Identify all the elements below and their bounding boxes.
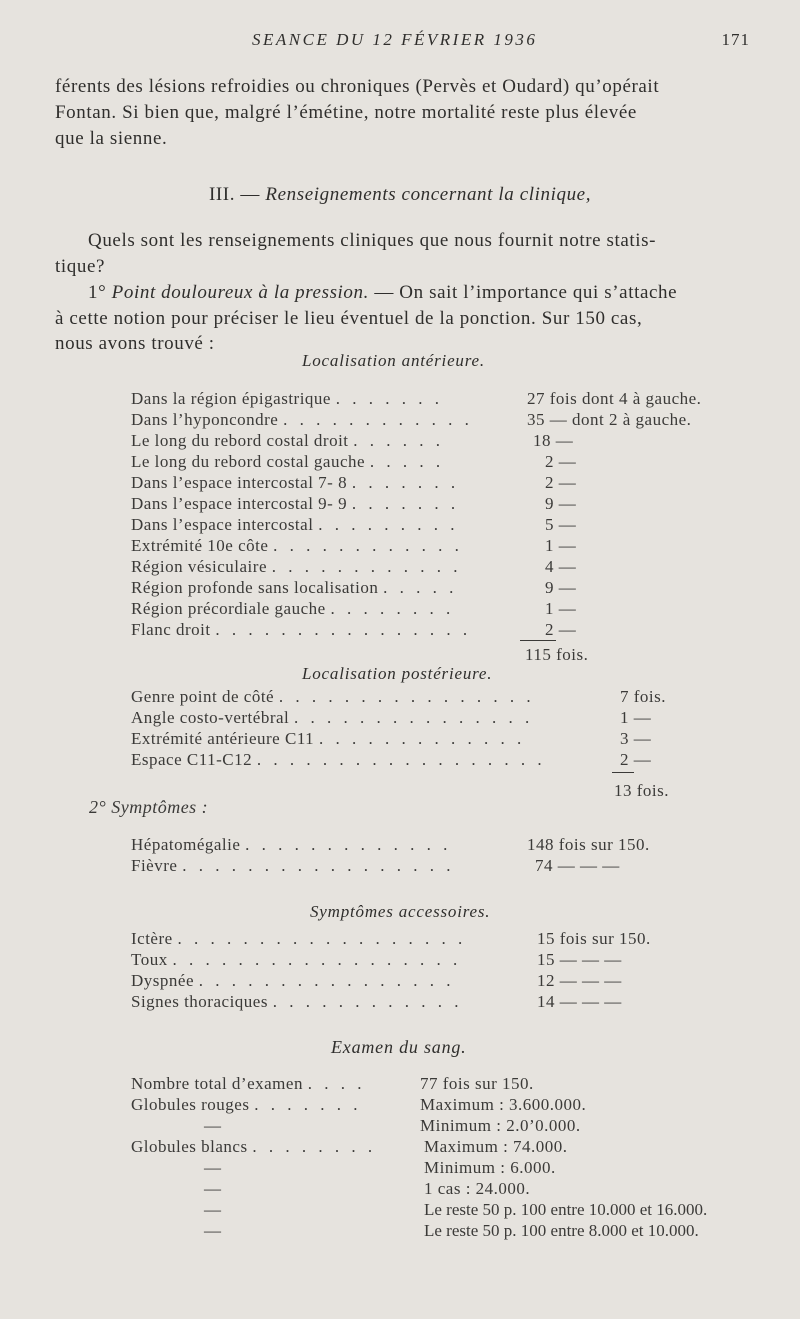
row-value: 2 — — [545, 620, 577, 639]
row-value: 14 — — — — [537, 992, 622, 1011]
table-row — [131, 389, 443, 409]
table-row — [131, 578, 457, 598]
row-label: — — [204, 1179, 222, 1198]
point-2-heading — [89, 797, 208, 818]
table-row — [131, 494, 459, 514]
row-value: 1 — — [620, 708, 652, 727]
table-row — [131, 729, 525, 749]
row-label: — — [204, 1200, 222, 1219]
row-label: — — [204, 1158, 222, 1177]
row-dots: . . . . . . . . . . . . . — [318, 729, 526, 748]
row-label: Hépatomégalie — [131, 835, 241, 854]
row-value: 9 — — [545, 494, 577, 513]
row-value: Le reste 50 p. 100 entre 10.000 et 16.000. — [424, 1200, 708, 1219]
row-dots: . . . . . . . . . . . . — [272, 992, 463, 1011]
table-row — [131, 929, 466, 949]
table-row — [131, 750, 546, 770]
row-label: Dans l’hyponcondre — [131, 410, 279, 429]
question-line-2: tique? — [55, 256, 106, 277]
row-value: Minimum : 2.0’0.000. — [420, 1116, 581, 1135]
table-row — [131, 452, 444, 472]
row-label: Toux — [131, 950, 168, 969]
row-value: 1 — — [545, 536, 577, 555]
row-dots: . . . . . . . . . . . . . — [245, 835, 452, 854]
table-row — [131, 835, 451, 855]
row-dots: . . . . . . . . . . . . . . . . . — [182, 856, 455, 875]
row-dots: . . . . . . — [353, 431, 445, 450]
row-label: Flanc droit — [131, 620, 211, 639]
blood-heading: Examen du sang. — [331, 1037, 467, 1057]
point-1-number: 1° — [88, 282, 107, 303]
row-label: Globules blancs — [131, 1137, 248, 1156]
row-dots: . . . . . . . . . . . . . . . . — [198, 971, 455, 990]
sum-rule — [612, 772, 634, 773]
row-value: 27 fois dont 4 à gauche. — [527, 389, 702, 408]
table-row — [131, 515, 458, 535]
question-line-1: Quels sont les renseignements cliniques que nous fournit notre statis- — [88, 230, 657, 251]
row-label: Dans l’espace intercostal 7- 8 — [131, 473, 348, 492]
row-value: 15 fois sur 150. — [537, 929, 651, 948]
row-dots: . . . . . . . . — [252, 1137, 377, 1156]
row-dots: . . . . . . . — [351, 473, 460, 492]
table-row — [131, 620, 471, 640]
accessory-heading: Symptômes accessoires. — [310, 902, 491, 921]
row-label: Dans l’espace intercostal 9- 9 — [131, 494, 348, 513]
point-1-line-3: nous avons trouvé : — [55, 333, 215, 354]
row-label: Région vésiculaire — [131, 557, 267, 576]
row-dots: . . . . . . . — [351, 494, 460, 513]
row-dots: . . . . . . . . . . . . — [273, 536, 463, 555]
page-number: 171 — [721, 30, 750, 49]
row-dots: . . . . — [307, 1074, 366, 1093]
row-value: Maximum : 3.600.000. — [420, 1095, 587, 1114]
section-number: III. — — [208, 184, 261, 205]
row-dots: . . . . . . . . — [330, 599, 455, 618]
row-label: Globules rouges — [131, 1095, 250, 1114]
row-dots: . . . . . . . . . . . . . . . . . . — [177, 929, 467, 948]
row-label: — — [204, 1221, 222, 1240]
row-label: Ictère — [131, 929, 173, 948]
posterior-heading: Localisation postérieure. — [302, 664, 493, 683]
row-label: Région profonde sans localisation — [131, 578, 379, 597]
table-row — [131, 1074, 365, 1094]
row-value: 4 — — [545, 557, 577, 576]
row-value: 2 — — [620, 750, 652, 769]
row-label: Dans l’espace intercostal — [131, 515, 314, 534]
row-dots: . . . . . . . . . . . . . . . . — [215, 620, 472, 639]
row-label: Région précordiale gauche — [131, 599, 326, 618]
row-label: Nombre total d’examen — [131, 1074, 303, 1093]
point-1-line-2: à cette notion pour préciser le lieu éventuel de la ponction. Sur 150 cas, — [55, 308, 643, 329]
section-title: Renseignements concernant la clinique, — [265, 184, 592, 205]
row-value: 148 fois sur 150. — [527, 835, 650, 854]
row-value: 1 — — [545, 599, 577, 618]
table-row — [131, 1137, 376, 1157]
row-label: Signes thoraciques — [131, 992, 268, 1011]
table-row — [131, 557, 462, 577]
table-row — [131, 431, 444, 451]
row-value: 3 — — [620, 729, 652, 748]
row-dots: . . . . . . . . . . . . — [271, 557, 462, 576]
table-row — [131, 856, 454, 876]
intro-line-2: Fontan. Si bien que, malgré l’émétine, notre mortalité reste plus élevée — [55, 102, 637, 123]
row-value: 1 cas : 24.000. — [424, 1179, 531, 1198]
point-2-number: 2° — [89, 797, 107, 817]
row-label: Extrémité antérieure C11 — [131, 729, 315, 748]
anterior-heading: Localisation antérieure. — [302, 351, 485, 370]
table-row — [131, 410, 473, 430]
row-dots: . . . . . . . — [335, 389, 443, 408]
posterior-total: 13 fois. — [614, 781, 669, 800]
row-value: 18 — — [533, 431, 574, 450]
row-value: 9 — — [545, 578, 577, 597]
row-value: Le reste 50 p. 100 entre 8.000 et 10.000. — [424, 1221, 699, 1240]
table-row — [131, 536, 463, 556]
row-value: 74 — — — — [535, 856, 620, 875]
row-dots: . . . . . . . . . . . . — [283, 410, 473, 429]
table-row — [131, 992, 462, 1012]
row-label: Dans la région épigastrique — [131, 389, 331, 408]
row-label: Fièvre — [131, 856, 178, 875]
table-row — [131, 473, 459, 493]
table-row — [131, 708, 533, 728]
intro-line-3: que la sienne. — [55, 128, 168, 149]
row-value: 15 — — — — [537, 950, 622, 969]
running-header-title: SEANCE DU 12 FÉVRIER 1936 — [252, 30, 538, 49]
point-1-title: Point douloureux à la pression. — [111, 282, 369, 303]
row-label: Genre point de côté — [131, 687, 275, 706]
point-1-line — [88, 282, 677, 304]
row-value: 2 — — [545, 452, 577, 471]
row-label: Espace C11-C12 — [131, 750, 253, 769]
row-dots: . . . . . . . — [254, 1095, 362, 1114]
row-value: 5 — — [545, 515, 577, 534]
point-2-title: Symptômes : — [111, 797, 209, 817]
row-label: Le long du rebord costal droit — [131, 431, 349, 450]
row-label: Le long du rebord costal gauche — [131, 452, 366, 471]
row-dots: . . . . . — [383, 578, 458, 597]
table-row — [131, 1095, 361, 1115]
row-value: 12 — — — — [537, 971, 622, 990]
row-value: 7 fois. — [620, 687, 666, 706]
row-label: — — [204, 1116, 222, 1135]
row-value: 77 fois sur 150. — [420, 1074, 534, 1093]
row-label: Extrémité 10e côte — [131, 536, 269, 555]
row-value: Minimum : 6.000. — [424, 1158, 556, 1177]
table-row — [131, 971, 454, 991]
row-dots: . . . . . — [369, 452, 445, 471]
row-label: Dyspnée — [131, 971, 194, 990]
table-row — [131, 687, 535, 707]
row-value: 2 — — [545, 473, 577, 492]
row-value: 35 — dont 2 à gauche. — [527, 410, 692, 429]
row-dots: . . . . . . . . . . . . . . . . — [278, 687, 535, 706]
table-row — [131, 950, 461, 970]
table-row — [131, 599, 454, 619]
intro-line-1: férents des lésions refroidies ou chroniques (Pervès et Oudard) qu’opérait — [55, 76, 660, 97]
sum-rule — [520, 640, 556, 641]
anterior-total: 115 fois. — [525, 645, 589, 664]
row-dots: . . . . . . . . . . . . . . . . . . — [256, 750, 546, 769]
row-dots: . . . . . . . . . — [318, 515, 459, 534]
section-heading — [0, 184, 800, 206]
point-1-text: — On sait l’importance qui s’attache — [374, 282, 678, 303]
row-dots: . . . . . . . . . . . . . . . — [294, 708, 534, 727]
row-value: Maximum : 74.000. — [424, 1137, 568, 1156]
row-dots: . . . . . . . . . . . . . . . . . . — [172, 950, 462, 969]
row-label: Angle costo-vertébral — [131, 708, 290, 727]
